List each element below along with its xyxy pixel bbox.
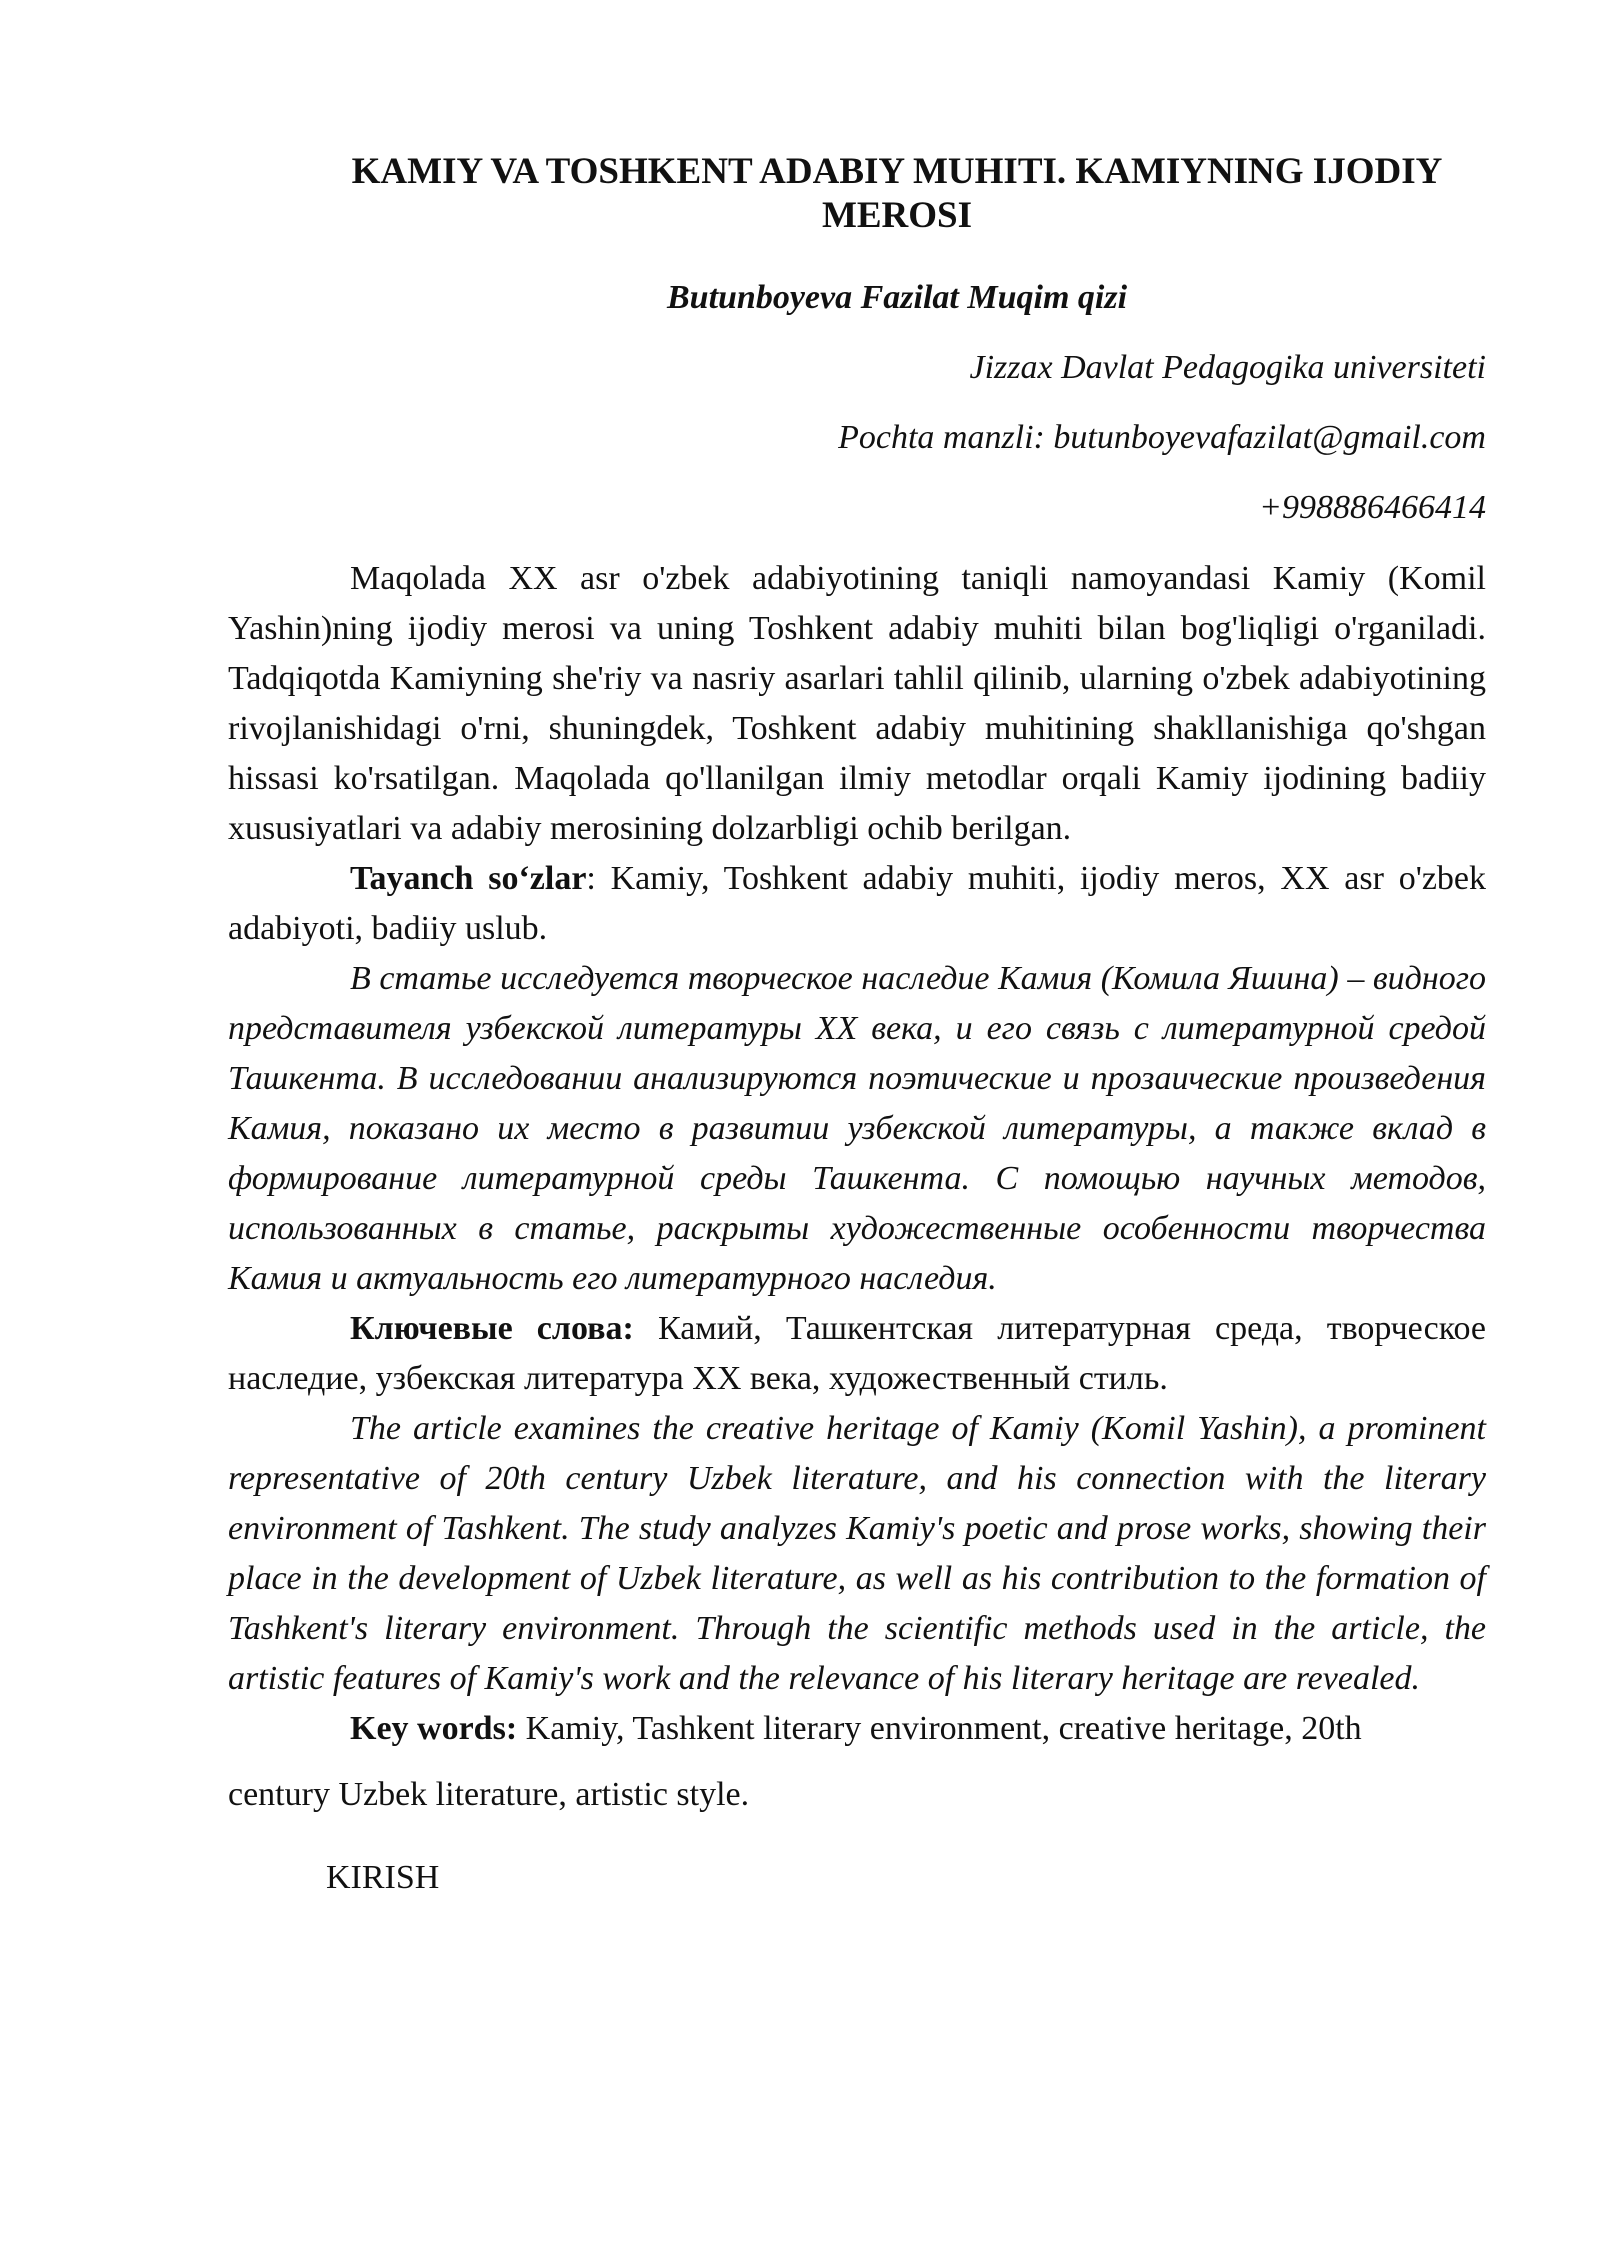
author-email: Pochta manzli: butunboyevafazilat@gmail.com — [838, 419, 1486, 456]
keywords-uzbek — [228, 854, 1486, 954]
abstract-uzbek: Maqolada XX asr o'zbek adabiyotining taniqli namoyandasi Kamiy (Komil Yashin)ning ijodiy merosi va uning Toshkent adabiy muhiti bilan bog'liqligi o'rganiladi. Tadqiqotda Kamiyning she'riy va nasriy asarlari tahlil qilinib, ularning o'zbek adabiyotining rivojlanishidagi o'rni, shuningdek, Toshkent adabiy muhitining shakllanishiga qo'shgan hissasi ko'rsatilgan. Maqolada qo'llanilgan ilmiy metodlar orqali Kamiy ijodining badiiy xususiyatlari va adabiy merosining dolzarbligi ochib berilgan. — [228, 560, 1486, 847]
keywords-uzbek-text: : Kamiy, Toshkent adabiy muhiti, ijodiy meros, XX asr o'zbek adabiyoti, badiiy uslub. — [228, 860, 1486, 947]
keywords-uzbek-label: Tayanch so‘zlar — [350, 860, 587, 897]
keywords-russian-text: Камий, Ташкентская литературная среда, творческое наследие, узбекская литература XX века, художественный стиль. — [228, 1310, 1487, 1397]
paper-page — [228, 150, 1486, 1900]
author-affiliation: Jizzax Davlat Pedagogika universiteti — [969, 349, 1486, 386]
keywords-english — [228, 1696, 1486, 1828]
keywords-russian — [228, 1304, 1486, 1404]
author-name: Butunboyeva Fazilat Muqim qizi — [666, 279, 1128, 316]
abstract-russian: В статье исследуется творческое наследие Камия (Комила Яшина) – видного представителя узбекской литературы XX века, и его связь с литературной средой Ташкента. В исследовании анализируются поэтические и прозаические произведения Камия, показано их место в развитии узбекской литературы, а также вклад в формирование литературной среды Ташкента. С помощью научных методов, использованных в статье, раскрыты художественные особенности творчества Камия и актуальность его литературного наследия. — [228, 960, 1486, 1297]
keywords-english-text-line2: century Uzbek literature, artistic style. — [228, 1776, 750, 1813]
paper-title: KAMIY VA TOSHKENT ADABIY MUHITI. KAMIYNING IJODIY MEROSI — [351, 151, 1443, 236]
keywords-russian-label: Ключевые слова: — [350, 1310, 634, 1347]
section-heading-introduction: KIRISH — [326, 1859, 440, 1896]
author-phone: +998886466414 — [1259, 489, 1486, 526]
keywords-english-label: Key words: — [350, 1710, 518, 1747]
abstract-english: The article examines the creative heritage of Kamiy (Komil Yashin), a prominent representative of 20th century Uzbek literature, and his connection with the literary environment of Tashkent. The study analyzes Kamiy's poetic and prose works, showing their place in the development of Uzbek literature, as well as his contribution to the formation of Tashkent's literary environment. Through the scientific methods used in the article, the artistic features of Kamiy's work and the relevance of his literary heritage are revealed. — [228, 1410, 1486, 1697]
keywords-english-text-line1: Kamiy, Tashkent literary environment, creative heritage, 20th — [517, 1710, 1362, 1747]
